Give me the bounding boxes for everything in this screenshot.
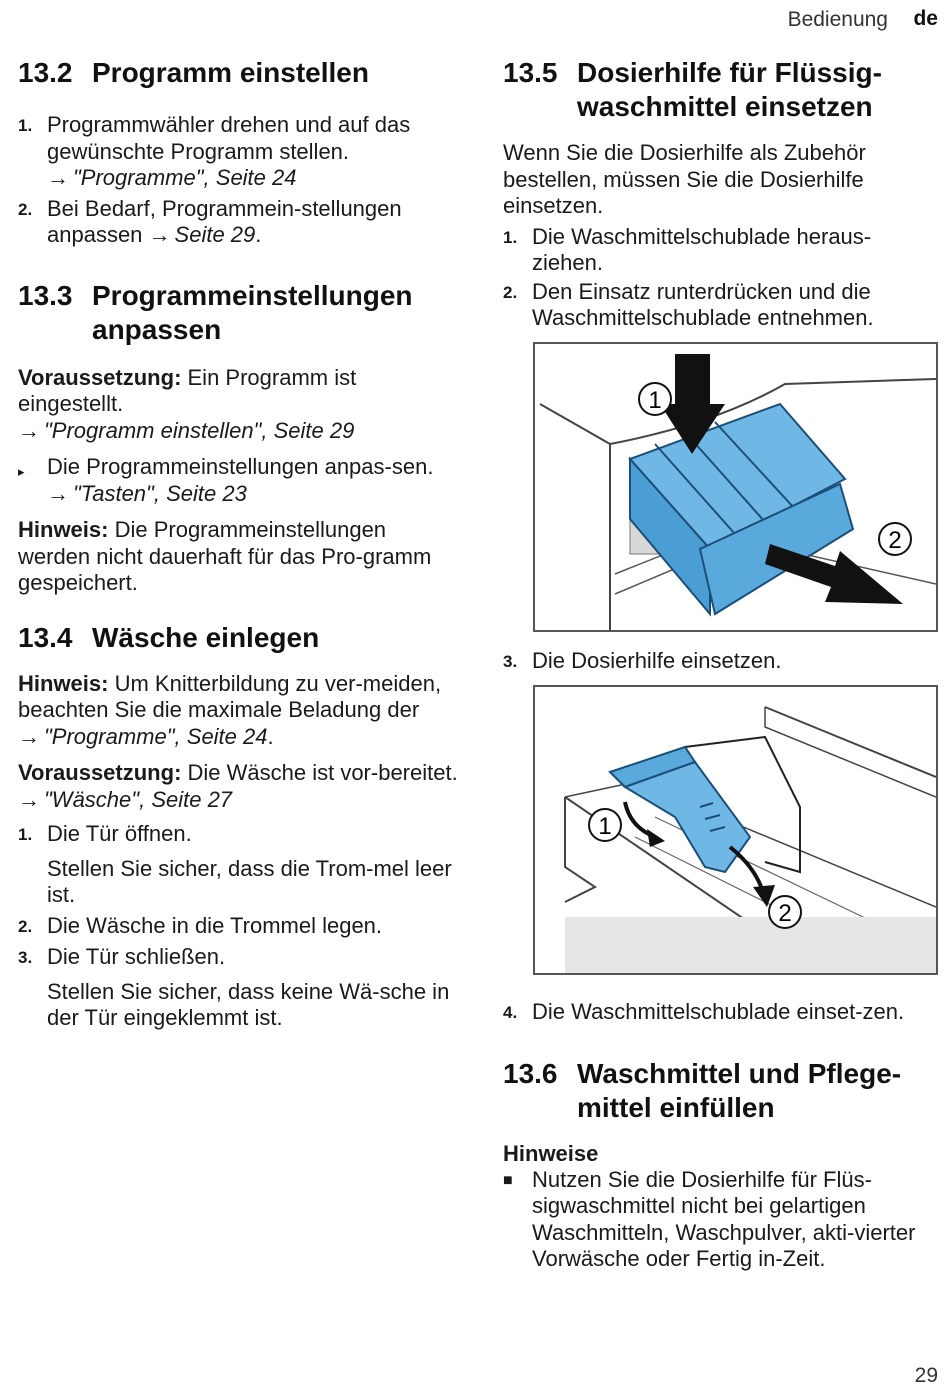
step-13-4-3: 3. Die Tür schließen. Stellen Sie sicher, dass keine Wä-sche in der Tür eingeklemmt ist. bbox=[18, 944, 450, 1030]
running-header-section: Bedienung bbox=[787, 8, 888, 31]
callout-2: 2 bbox=[888, 526, 902, 554]
prerequisite-13-3: Voraussetzung: Ein Programm ist eingestellt. → "Programm einstellen", Seite 29 bbox=[18, 364, 357, 443]
note-13-4: Hinweis: Um Knitterbildung zu ver-meiden, beachten Sie die maximale Beladung der → "Programme", Seite 24. bbox=[18, 670, 442, 749]
step-13-4-2: 2. Die Wäsche in die Trommel legen. bbox=[18, 912, 383, 938]
xref-seite-29[interactable]: → Seite 29 bbox=[148, 222, 256, 247]
step-13-5-2: 2. Den Einsatz runterdrücken und die Waschmittelschublade entnehmen. bbox=[503, 278, 874, 330]
step-13-2-2: 2. Bei Bedarf, Programmein-stellungen anpassen → Seite 29. bbox=[18, 195, 402, 247]
drawer-removal-illustration bbox=[535, 344, 936, 630]
xref-programme-2[interactable]: → "Programme", Seite 24 bbox=[18, 723, 268, 749]
xref-programm-einstellen[interactable]: → "Programm einstellen", Seite 29 bbox=[18, 417, 355, 443]
callout-1: 1 bbox=[598, 813, 612, 840]
note-13-3: Hinweis: Die Programmeinstellungen werden nicht dauerhaft für das Pro-gramm gespeichert. bbox=[18, 517, 432, 595]
heading-13-2: 13.2 Programm einstellen bbox=[18, 57, 369, 88]
running-header-language: de bbox=[913, 7, 938, 30]
hint-bullet: ■ Nutzen Sie die Dosierhilfe für Flüs-sigwaschmittel nicht bei gelartigen Waschmitteln, Waschpulver, akti-vierter Vorwäsche oder Fertig in-Zeit. bbox=[503, 1166, 916, 1271]
xref-waesche[interactable]: → "Wäsche", Seite 27 bbox=[18, 786, 233, 812]
prerequisite-13-4: Voraussetzung: Die Wäsche ist vor-bereitet. → "Wäsche", Seite 27 bbox=[18, 760, 458, 812]
step-13-5-1: 1. Die Waschmittelschublade heraus-ziehen. bbox=[503, 223, 872, 275]
step-13-4-1: 1. Die Tür öffnen. Stellen Sie sicher, dass die Trom-mel leer ist. bbox=[18, 821, 452, 907]
action-13-3: ▸ Die Programmeinstellungen anpas-sen. → "Tasten", Seite 23 bbox=[18, 454, 434, 506]
heading-13-3: 13.3 Programmeinstellungen anpassen bbox=[18, 279, 413, 345]
page-number: 29 bbox=[914, 1364, 938, 1387]
dosing-aid-illustration bbox=[535, 687, 936, 973]
xref-programme[interactable]: → "Programme", Seite 24 bbox=[47, 165, 297, 190]
callout-2: 2 bbox=[778, 900, 792, 927]
step-13-5-4: 4. Die Waschmittelschublade einset-zen. bbox=[503, 999, 905, 1024]
heading-13-6: 13.6 Waschmittel und Pflege-mittel einfüllen bbox=[503, 1057, 902, 1123]
step-13-2-1: 1. Programmwähler drehen und auf das gewünschte Programm stellen. → "Programme", Seite 24 bbox=[18, 112, 411, 190]
left-column bbox=[18, 56, 458, 1032]
callout-1: 1 bbox=[648, 386, 662, 414]
figure-drawer-removal bbox=[533, 342, 938, 632]
xref-tasten[interactable]: → "Tasten", Seite 23 bbox=[47, 480, 247, 506]
heading-13-5: 13.5 Dosierhilfe für Flüssig-waschmittel einsetzen bbox=[503, 57, 882, 122]
hints-title: Hinweise bbox=[503, 1140, 599, 1166]
intro-13-5: Wenn Sie die Dosierhilfe als Zubehör bestellen, müssen Sie die Dosierhilfe einsetzen. bbox=[503, 140, 866, 218]
heading-13-4: 13.4 Wäsche einlegen bbox=[18, 621, 320, 653]
figure-dosing-aid bbox=[533, 685, 938, 975]
right-column bbox=[503, 56, 938, 1273]
step-13-5-3: 3. Die Dosierhilfe einsetzen. bbox=[503, 647, 782, 673]
